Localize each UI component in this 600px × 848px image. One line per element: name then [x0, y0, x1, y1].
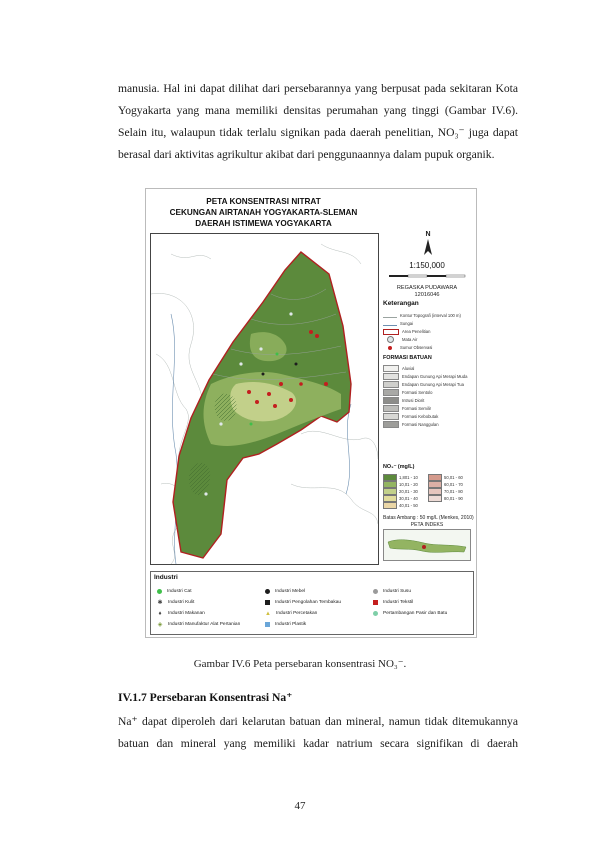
no3-swatch [383, 488, 397, 495]
legend-no3-title: NO₃⁻ (mg/L) [383, 464, 415, 470]
legend-item-label: Formasi Nanggulan [402, 422, 439, 427]
legend-item-label: Endapan Gunung Api Merapi Muda [402, 374, 468, 379]
industry-label: Industri Pengolahan Tembakau [275, 600, 342, 605]
text-line: Selain itu, walaupun tidak terlalu signikan pada daerah penelitian, NO₃⁻ juga dapat [118, 126, 518, 139]
index-map-title: PETA INDEKS [410, 522, 444, 528]
no3-class-label: 30,01 - 40 [399, 496, 418, 501]
legend-item-label: Aluvial [402, 366, 415, 371]
no3-class [428, 495, 473, 502]
industry-label: Industri Manufaktur Alat Pertanian [168, 622, 241, 627]
industry-label: Industri Makanan [168, 611, 205, 616]
no3-class-label: 40,01 - 50 [399, 503, 418, 508]
no3-class [428, 474, 473, 481]
industry-item [371, 586, 477, 597]
legend-item [383, 344, 473, 351]
legend-item [383, 312, 473, 319]
dairy-industry-icon [373, 589, 378, 594]
legend-item-label: Formasi Semilir [402, 406, 432, 411]
no3-class-label: 10,01 - 20 [399, 482, 418, 487]
legend-item [383, 413, 473, 420]
no3-class [428, 481, 473, 488]
industry-label: Industri Tekstil [383, 600, 414, 605]
no3-legend-row [383, 488, 473, 495]
industry-item [263, 608, 369, 619]
no3-class [383, 474, 428, 481]
industry-label: Industri Cat [167, 589, 192, 594]
industry-column-1 [155, 586, 261, 630]
textile-industry-icon [373, 600, 378, 605]
industry-label: Pertambangan Pasir dan Batu [383, 611, 448, 616]
plastic-industry-icon [265, 622, 270, 627]
no3-class [428, 488, 473, 495]
industry-legend [150, 571, 474, 635]
industry-label: Industri Kulit [168, 600, 195, 605]
legend-item [383, 381, 473, 388]
text-line: Yogyakarta yang mana memiliki densitas perumahan yang tinggi (Gambar IV.6). [118, 104, 518, 117]
map-title-line-2: CEKUNGAN AIRTANAH YOGYAKARTA-SLEMAN [169, 208, 358, 217]
leather-industry-icon: ✱ [157, 599, 163, 606]
legend-item-label: Formasi Sentolo [402, 390, 433, 395]
legend-item-label: Kontur Topografi (interval 100 m) [400, 313, 461, 318]
industry-item [263, 619, 369, 630]
no3-legend-row [383, 495, 473, 502]
mining-icon [373, 611, 378, 616]
section-heading: IV.1.7 Persebaran Konsentrasi Na⁺ [118, 691, 293, 704]
tobacco-industry-icon [265, 600, 270, 605]
legend-item-label: Intrusi Diorit [402, 398, 425, 403]
figure-caption: Gambar IV.6 Peta persebaran konsentrasi NO₃⁻. [193, 658, 407, 670]
map-author-id: 12016046 [414, 292, 440, 298]
map-title-line-3: DAERAH ISTIMEWA YOGYAKARTA [195, 219, 332, 228]
industry-item [155, 619, 261, 630]
legend-item-label: Mata Air [402, 337, 418, 342]
paint-industry-icon [157, 589, 162, 594]
legend-item [383, 365, 473, 372]
printing-industry-icon: ▲ [265, 610, 271, 617]
text-line: batuan dan mineral yang memiliki kadar natrium secara signifikan di daerah [118, 737, 518, 750]
industry-column-3 [371, 586, 477, 619]
industry-column-2 [263, 586, 369, 630]
map-frame [150, 233, 379, 565]
legend-item [383, 389, 473, 396]
food-industry-icon: ♦ [158, 610, 162, 617]
threshold-note: Batas Ambang : 50 mg/L (Menkes, 2010) [383, 515, 474, 521]
industry-label: Industri Plastik [275, 622, 307, 627]
no3-class-legend [383, 474, 473, 509]
no3-class-label: 1,801 - 10 [399, 475, 418, 480]
industry-legend-title: Industri [154, 574, 178, 581]
industry-item [371, 608, 477, 619]
legend-item-label: Sungai [400, 321, 414, 326]
no3-swatch [428, 495, 442, 502]
legend-item-label: Endapan Gunung Api Merapi Tua [402, 382, 464, 387]
furniture-industry-icon [265, 589, 270, 594]
map-author: REGASKA PUDAWARA [396, 285, 458, 291]
legend-item [383, 405, 473, 412]
legend-item-label: Formasi Kebobutak [402, 414, 439, 419]
no3-swatch [428, 488, 442, 495]
legend-item-label: Area Penelitian [402, 329, 431, 334]
industry-item [263, 586, 369, 597]
industry-label: Industri Mebel [275, 589, 306, 594]
no3-class [383, 495, 428, 502]
no3-class [383, 502, 428, 509]
no3-swatch [428, 481, 442, 488]
no3-class [383, 488, 428, 495]
no3-class-label: 70,01 - 80 [444, 489, 463, 494]
nitrate-map-figure [145, 188, 477, 638]
paragraph-1 [118, 78, 518, 166]
no3-legend-row [383, 474, 473, 481]
no3-swatch [383, 481, 397, 488]
scale-bar-icon [387, 274, 467, 284]
map-canvas [151, 234, 378, 564]
legend-keterangan-title: Keterangan [383, 300, 419, 307]
legend-item [383, 397, 473, 404]
no3-class-label: 60,01 - 70 [444, 482, 463, 487]
paragraph-2 [118, 711, 518, 755]
text-line: berasal dari aktivitas agrikultur akibat dari penggunaannya dalam pupuk organik. [118, 148, 495, 161]
industry-item [155, 586, 261, 597]
legend-formasi-title: FORMASI BATUAN [383, 355, 432, 361]
map-legend-panel [381, 233, 473, 563]
industry-item [155, 608, 261, 619]
industry-item [371, 597, 477, 608]
no3-legend-row [383, 502, 473, 509]
no3-swatch [383, 502, 397, 509]
no3-swatch [383, 495, 397, 502]
industry-label: Industri Susu [383, 589, 411, 594]
map-title-line-1: PETA KONSENTRASI NITRAT [206, 197, 321, 206]
agri-tool-industry-icon: ◈ [157, 621, 163, 628]
page-number: 47 [294, 800, 306, 812]
legend-item [383, 320, 473, 327]
map-scale: 1:150,000 [409, 261, 445, 270]
no3-legend-row [383, 481, 473, 488]
legend-item [383, 421, 473, 428]
no3-class [383, 481, 428, 488]
index-map [383, 529, 471, 561]
legend-item-label: Sumur Observasi [400, 345, 433, 350]
text-line: Na⁺ dapat diperoleh dari kelarutan batuan dan mineral, namun tidak ditemukannya [118, 715, 518, 728]
industry-item [155, 597, 261, 608]
no3-class-label: 50,01 - 60 [444, 475, 463, 480]
no3-class-label: 20,01 - 30 [399, 489, 418, 494]
no3-swatch [428, 474, 442, 481]
industry-item [263, 597, 369, 608]
legend-item [383, 336, 473, 343]
industry-label: Industri Percetakan [276, 611, 318, 616]
north-label: N [425, 231, 431, 238]
text-line: manusia. Hal ini dapat dilihat dari persebarannya yang berpusat pada sekitaran Kota [118, 82, 518, 95]
index-map-canvas [384, 530, 470, 560]
legend-item [383, 373, 473, 380]
legend-item [383, 328, 473, 335]
no3-class-label: 80,01 - 90 [444, 496, 463, 501]
no3-swatch [383, 474, 397, 481]
